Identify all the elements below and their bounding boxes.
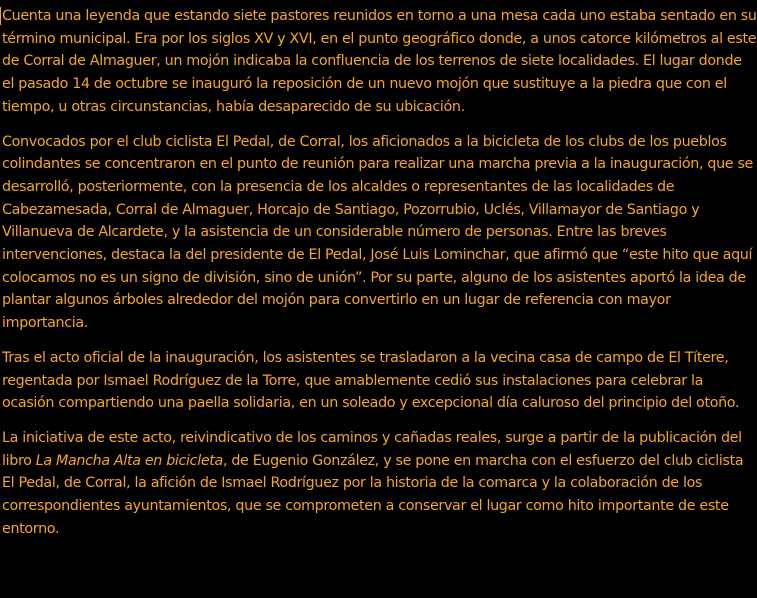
paragraph-4 bbox=[2, 427, 757, 541]
paragraph-4-text-start: La iniciativa de este acto, reivindicativo de los caminos y cañadas reales, surge a partir de la publicación del libro bbox=[2, 429, 742, 469]
paragraph-4-text-end: , de Eugenio González, y se pone en marcha con el esfuerzo del club ciclista El Pedal, de Corral, la afición de Ismael Rodríguez por la historia de la comarca y la colaboración de los correspondientes ayuntamientos, que se comprometen a conservar el lugar como hito importante de este entorno. bbox=[2, 452, 744, 537]
paragraph-1 bbox=[2, 5, 757, 119]
document-body bbox=[2, 5, 757, 552]
text-cursor bbox=[0, 7, 1, 25]
paragraph-3 bbox=[2, 347, 757, 415]
paragraph-2 bbox=[2, 131, 757, 335]
paragraph-3-text: Tras el acto oficial de la inauguración, los asistentes se trasladaron a la vecina casa de campo de El Títere, regentada por Ismael Rodríguez de la Torre, que amablemente cedió sus instalaciones para celebrar la ocasión compartiendo una paella solidaria, en un soleado y excepcional día caluroso del principio del otoño. bbox=[2, 349, 740, 412]
paragraph-1-text: Cuenta una leyenda que estando siete pastores reunidos en torno a una mesa cada uno estaba sentado en su término municipal. Era por los siglos XV y XVI, en el punto geográfico donde, a unos catorce kilómetros al este de Corral de Almaguer, un mojón indicaba la confluencia de los terrenos de siete localidades. El lugar donde el pasado 14 de octubre se inauguró la reposición de un nuevo mojón que sustituye a la piedra que con el tiempo, u otras circunstancias, había desaparecido de su ubicación. bbox=[2, 8, 757, 115]
book-title: La Mancha Alta en bicicleta bbox=[35, 452, 223, 469]
paragraph-2-text: Convocados por el club ciclista El Pedal, de Corral, los aficionados a la bicicleta de los clubs de los pueblos colindantes se concentraron en el punto de reunión para realizar una marcha previa a la inauguración, que se desarrolló, posteriormente, con la presencia de los alcaldes o representantes de las localidades de Cabezamesada, Corral de Almaguer, Horcajo de Santiago, Pozorrubio, Uclés, Villamayor de Santiago y Villanueva de Alcardete, y la asistencia de un considerable número de personas. Entre las breves intervenciones, destaca la del presidente de El Pedal, José Luis Lominchar, que afirmó que “este hito que aquí colocamos no es un signo de división, sino de unión”. Por su parte, alguno de los asistentes aportó la idea de plantar algunos árboles alrededor del mojón para convertirlo en un lugar de referencia con mayor importancia. bbox=[2, 133, 753, 332]
